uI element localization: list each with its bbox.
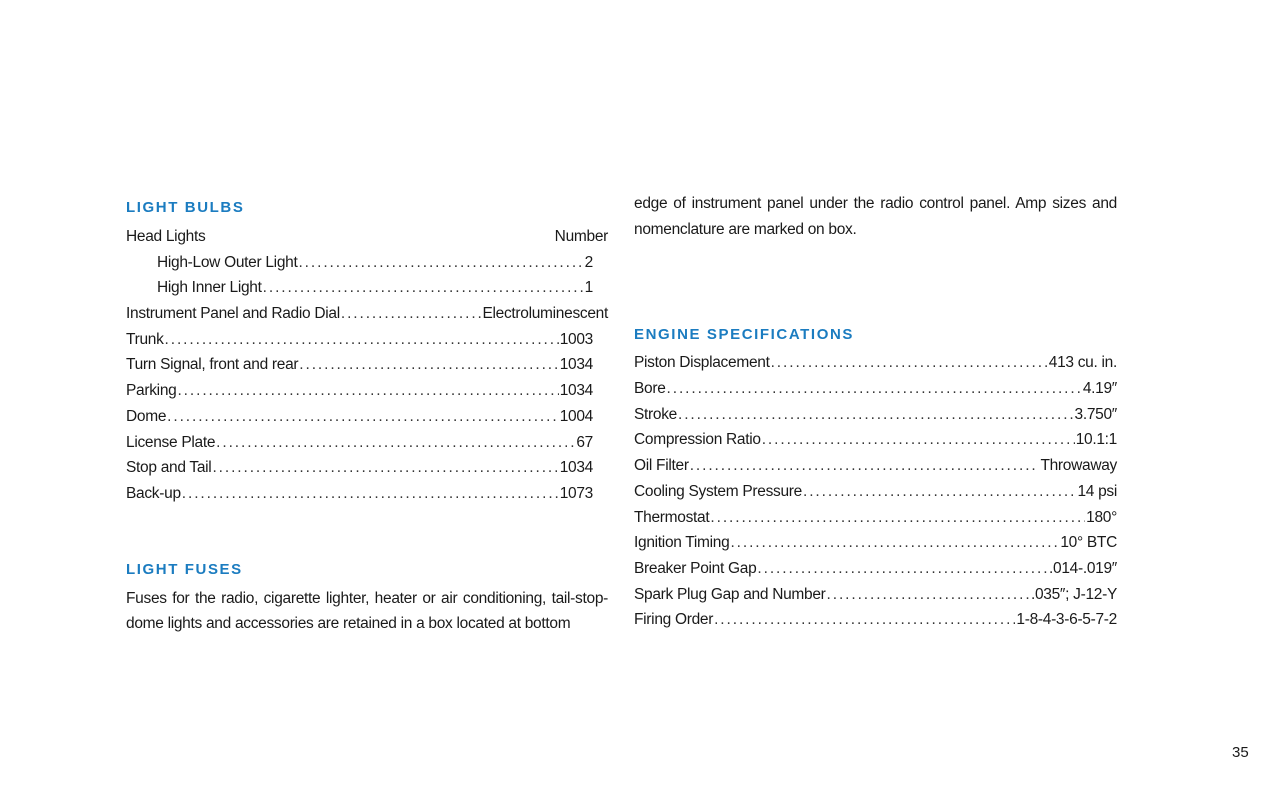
leader-dots: [730, 530, 1059, 556]
spec-label: Cooling System Pressure: [634, 482, 802, 500]
bulb-number: Electroluminescent: [482, 305, 608, 323]
spec-value: 1034: [559, 459, 593, 477]
spec-label: Back-up: [126, 484, 181, 502]
spec-label: Breaker Point Gap: [634, 559, 757, 577]
leader-dots: [182, 481, 559, 507]
spec-value: 67: [576, 433, 593, 451]
spec-label: Stop and Tail: [126, 459, 212, 477]
spec-value: 1034: [559, 356, 593, 374]
spec-label: Stroke: [634, 405, 677, 423]
spec-row: [634, 402, 1117, 428]
bulb-label: High-Low Outer Light: [157, 253, 298, 271]
spec-value: 10.1:1: [1075, 431, 1117, 449]
spec-row: [634, 427, 1117, 453]
leader-dots: [710, 505, 1085, 531]
spec-label: Dome: [126, 407, 167, 425]
leader-dots: [177, 378, 558, 404]
spec-label: Spark Plug Gap and Number: [634, 585, 826, 603]
spec-label: Thermostat: [634, 508, 710, 526]
leader-dots: [341, 301, 482, 327]
leader-dots: [714, 607, 1015, 633]
leader-dots: [216, 430, 575, 456]
bulb-row: [126, 275, 608, 301]
spec-row: [126, 404, 608, 430]
spec-value: .014-.019″: [1049, 559, 1117, 577]
spec-label: License Plate: [126, 433, 216, 451]
light-fuses-text: Fuses for the radio, cigarette lighter, heater or air conditioning, tail-stop-dome lights and accessories are retained in a box located at bottom: [126, 589, 608, 633]
leader-dots: [771, 350, 1048, 376]
spec-value: 180°: [1086, 508, 1117, 526]
spec-row: [634, 607, 1117, 633]
leader-dots: [757, 556, 1048, 582]
spec-row: [634, 479, 1117, 505]
spec-value: 1073: [559, 484, 593, 502]
leader-dots: [299, 352, 558, 378]
spec-row: [634, 505, 1117, 531]
spec-value: 14 psi: [1077, 482, 1117, 500]
bulb-row: [126, 250, 608, 276]
bulb-number: 2: [584, 253, 593, 271]
engine-specs-heading: ENGINE SPECIFICATIONS: [634, 326, 855, 344]
spec-value: Throwaway: [1040, 457, 1117, 475]
spec-label: Oil Filter: [634, 457, 689, 475]
spec-value: 1034: [559, 382, 593, 400]
left-column: [126, 195, 608, 637]
bulb-label: Instrument Panel and Radio Dial: [126, 305, 340, 323]
head-lights-header-row: [126, 224, 608, 250]
spec-row: [634, 556, 1117, 582]
leader-dots: [678, 402, 1074, 428]
leader-dots: [827, 582, 1030, 608]
spec-value: .035″; J-12-Y: [1030, 585, 1117, 603]
spec-value: 10° BTC: [1060, 534, 1117, 552]
light-bulbs-heading: LIGHT BULBS: [126, 199, 245, 216]
right-column: [634, 191, 1117, 633]
spec-label: Bore: [634, 380, 666, 398]
light-fuses-heading: LIGHT FUSES: [126, 560, 243, 578]
spec-label: Parking: [126, 382, 177, 400]
leader-dots: [298, 250, 583, 276]
spec-row: [126, 327, 608, 353]
spec-label: Turn Signal, front and rear: [126, 356, 299, 374]
spec-value: 413 cu. in.: [1048, 354, 1117, 372]
leader-dots: [167, 404, 559, 430]
spec-value: 1004: [559, 407, 593, 425]
leader-dots: [803, 479, 1076, 505]
leader-dots: [165, 327, 559, 353]
number-column-header: Number: [554, 228, 608, 245]
spec-label: Firing Order: [634, 611, 714, 629]
spec-row: [126, 352, 608, 378]
spec-label: Trunk: [126, 330, 164, 348]
spec-row: [634, 530, 1117, 556]
spec-row: [634, 582, 1117, 608]
bulb-label: High Inner Light: [157, 279, 262, 297]
spec-row: [126, 455, 608, 481]
spec-value: 1-8-4-3-6-5-7-2: [1016, 611, 1117, 629]
leader-dots: [212, 455, 558, 481]
spec-row: [634, 453, 1117, 479]
page-number: 35: [1232, 744, 1249, 761]
leader-dots: [263, 275, 584, 301]
head-lights-label: Head Lights: [126, 228, 206, 245]
light-fuses-text-continued: edge of instrument panel under the radio control panel. Amp sizes and nomenclature are marked on box.: [634, 195, 1117, 238]
leader-dots: [690, 453, 1040, 479]
leader-dots: [762, 427, 1075, 453]
bulb-number: 1: [584, 279, 593, 297]
spec-row: [126, 430, 608, 456]
bulb-row: [126, 301, 608, 327]
spec-row: [126, 481, 608, 507]
spec-label: Ignition Timing: [634, 534, 730, 552]
spec-label: Compression Ratio: [634, 431, 761, 449]
spec-value: 1003: [559, 330, 593, 348]
spec-value: 4.19″: [1082, 380, 1117, 398]
spec-row: [634, 350, 1117, 376]
leader-dots: [667, 376, 1082, 402]
spec-row: [634, 376, 1117, 402]
spec-row: [126, 378, 608, 404]
spec-label: Piston Displacement: [634, 354, 770, 372]
spec-value: 3.750″: [1074, 405, 1117, 423]
